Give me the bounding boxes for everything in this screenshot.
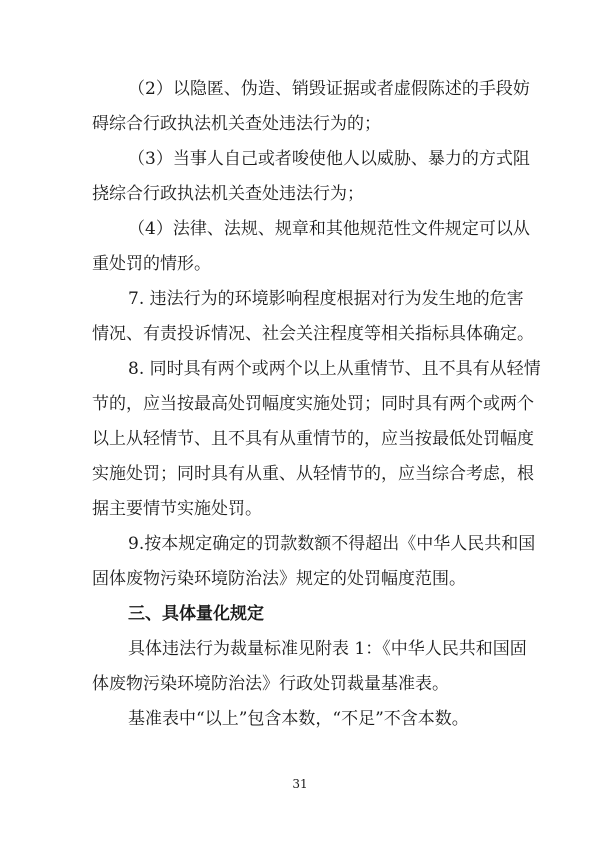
paragraph-4-line-1: （4）法律、法规、规章和其他规范性文件规定可以从	[128, 219, 530, 239]
item-7-line-2: 情况、有责投诉情况、社会关注程度等相关指标具体确定。	[92, 324, 534, 344]
item-9-line-2: 固体废物污染环境防治法》规定的处罚幅度范围。	[92, 569, 466, 589]
item-8-line-4: 实施处罚；同时具有从重、从轻情节的，应当综合考虑，根	[92, 464, 534, 484]
section-heading: 三、具体量化规定	[128, 604, 264, 624]
item-8-line-3: 以上从轻情节、且不具有从重情节的，应当按最低处罚幅度	[92, 429, 534, 449]
paragraph-2-line-1: （2）以隐匿、伪造、销毁证据或者虚假陈述的手段妨	[128, 79, 530, 99]
paragraph-3-line-1: （3）当事人自己或者唆使他人以威胁、暴力的方式阻	[128, 149, 530, 169]
item-8-line-5: 据主要情节实施处罚。	[92, 499, 262, 519]
page-number: 31	[292, 777, 308, 791]
paragraph-4-line-2: 重处罚的情形。	[92, 254, 211, 274]
item-7-line-1: 7. 违法行为的环境影响程度根据对行为发生地的危害	[128, 289, 524, 309]
item-8-line-1: 8. 同时具有两个或两个以上从重情节、且不具有从轻情	[128, 359, 541, 379]
closing-paragraph-1-line-2: 体废物污染环境防治法》行政处罚裁量基准表。	[92, 674, 449, 694]
closing-paragraph-1-line-1: 具体违法行为裁量标准见附表 1：《中华人民共和国固	[128, 639, 527, 659]
paragraph-3-line-2: 挠综合行政执法机关查处违法行为；	[92, 184, 364, 204]
item-9-line-1: 9.按本规定确定的罚款数额不得超出《中华人民共和国	[128, 534, 536, 554]
closing-paragraph-2-line-1: 基准表中“以上”包含本数，“不足”不含本数。	[128, 709, 469, 729]
item-8-line-2: 节的，应当按最高处罚幅度实施处罚；同时具有两个或两个	[92, 394, 534, 414]
paragraph-2-line-2: 碍综合行政执法机关查处违法行为的；	[92, 114, 381, 134]
